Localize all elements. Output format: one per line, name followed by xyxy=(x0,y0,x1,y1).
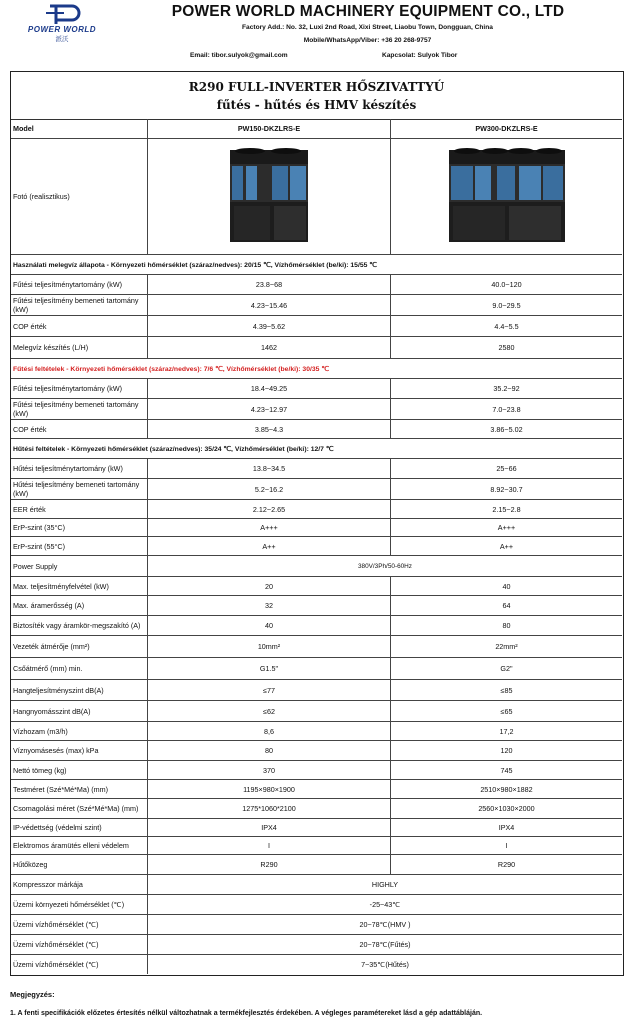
table-row xyxy=(11,819,622,837)
spec-table xyxy=(10,71,624,976)
document-header xyxy=(0,0,634,70)
table-row xyxy=(11,955,622,974)
table-row xyxy=(11,420,622,439)
logo-chinese-text: 派沃 xyxy=(55,36,69,43)
value-b: 22mm² xyxy=(495,642,518,651)
row-label: EER érték xyxy=(11,500,148,518)
table-row xyxy=(11,379,622,399)
value-b: G2" xyxy=(500,664,513,673)
value-b: R290 xyxy=(497,860,516,869)
section-heading: Fűtési feltételek - Környezeti hőmérséklet (száraz/nedves): 7/6 ℃, Vízhőmérséklet (be/ki): 30/35 ℃ xyxy=(13,365,329,373)
row-label: Elektromos áramütés elleni védelem xyxy=(11,837,148,854)
row-label: IP-védettség (védelmi szint) xyxy=(11,819,148,836)
table-row xyxy=(11,722,622,741)
row-label: Víznyomásesés (max) kPa xyxy=(11,741,148,760)
value-a: 370 xyxy=(148,761,391,779)
row-label: Max. teljesítményfelvétel (kW) xyxy=(11,577,148,595)
logo-text: POWER WORLD xyxy=(27,25,97,34)
table-row-model xyxy=(11,119,622,139)
row-label: ErP-szint (35°C) xyxy=(11,519,148,536)
heat-pump-single-image xyxy=(224,146,314,248)
value-b: A++ xyxy=(499,541,514,551)
value-a: 3.85~4.3 xyxy=(148,420,391,438)
value-b: 8.92~30.7 xyxy=(490,484,523,494)
row-label: Power Supply xyxy=(11,556,148,576)
row-label: Biztosíték vagy áramkör-megszakító (A) xyxy=(11,616,148,635)
value-a: 8,6 xyxy=(148,722,391,740)
row-label: Hűtési teljesítmény bemeneti tartomány (kW) xyxy=(11,479,148,499)
value-span: 20~78℃(Fűtés) xyxy=(359,940,411,949)
table-row xyxy=(11,915,622,935)
row-label: Vezeték átmérője (mm²) xyxy=(11,636,148,657)
row-label: Hangteljesítményszint dB(A) xyxy=(11,680,148,700)
table-row xyxy=(11,895,622,915)
value-a: 4.23~15.46 xyxy=(148,295,391,315)
value-a: 13.8~34.5 xyxy=(148,459,391,478)
value-a: G1.5" xyxy=(148,658,391,679)
value-b: 3.86~5.02 xyxy=(490,424,523,434)
photo-cell-b xyxy=(391,139,622,254)
section-row-cooling xyxy=(11,439,622,459)
value-b: 80 xyxy=(502,621,511,630)
section-heading: Hűtési feltételek - Környezeti hőmérséklet (száraz/nedves): 35/24 ℃, Vízhőmérséklet (be/ki): 12/7 ℃ xyxy=(13,445,334,453)
value-span: 7~35℃(Hűtés) xyxy=(361,960,409,969)
value-b: 9.0~29.5 xyxy=(492,300,521,310)
value-span: 380V/3Ph/50-60Hz xyxy=(357,562,412,570)
value-a: ≤77 xyxy=(148,680,391,700)
row-label: Kompresszor márkája xyxy=(11,875,148,894)
value-a: 1195×980×1900 xyxy=(148,780,391,798)
row-label: Üzemi vízhőmérséklet (℃) xyxy=(11,955,148,974)
value-a: 10mm² xyxy=(148,636,391,657)
table-row xyxy=(11,275,622,295)
company-logo xyxy=(18,3,106,41)
table-row xyxy=(11,316,622,337)
value-b: 120 xyxy=(500,746,513,755)
value-b: 2560×1030×2000 xyxy=(478,804,535,813)
table-row xyxy=(11,658,622,680)
table-row xyxy=(11,295,622,316)
value-a: 2.12~2.65 xyxy=(148,500,391,518)
notes-heading: Megjegyzés: xyxy=(10,990,55,999)
table-row xyxy=(11,761,622,780)
value-a: 4.23~12.97 xyxy=(148,399,391,419)
value-a: 20 xyxy=(148,577,391,595)
table-row-photo xyxy=(11,139,622,255)
table-row xyxy=(11,337,622,359)
row-label: Üzemi környezeti hőmérséklet (℃) xyxy=(11,895,148,914)
value-b: 17,2 xyxy=(499,726,514,736)
table-row xyxy=(11,837,622,855)
value-a: A++ xyxy=(148,537,391,555)
table-row xyxy=(11,780,622,799)
table-row xyxy=(11,537,622,556)
table-row xyxy=(11,855,622,875)
value-a: 23.8~68 xyxy=(148,275,391,294)
value-a: 1462 xyxy=(148,337,391,358)
table-row xyxy=(11,596,622,616)
value-a: 4.39~5.62 xyxy=(148,316,391,336)
spec-title: R290 FULL-INVERTER HŐSZIVATTYÚ xyxy=(188,80,445,94)
value-b: 40.0~120 xyxy=(491,280,522,289)
table-row xyxy=(11,399,622,420)
section-heading: Használati melegvíz állapota - Környezeti hőmérséklet (száraz/nedves): 20/15 ℃, Vízhőmérséklet (be/ki): 15/55 ℃ xyxy=(13,261,377,269)
table-row xyxy=(11,935,622,955)
row-label: Hangnyomásszint dB(A) xyxy=(11,701,148,721)
value-span: HIGHLY xyxy=(371,880,399,889)
value-b: 25~66 xyxy=(496,464,517,473)
contact-person: Kapcsolat: Sulyok Tibor xyxy=(382,52,458,59)
value-b: ≤85 xyxy=(500,685,513,695)
value-a: 32 xyxy=(148,596,391,615)
row-label: Nettó tömeg (kg) xyxy=(11,761,148,779)
row-label: Model xyxy=(11,119,148,138)
value-a: ≤62 xyxy=(148,701,391,721)
table-row xyxy=(11,459,622,479)
notes-item: 1. A fenti specifikációk előzetes értesítés nélkül változhatnak a termékfejlesztés érdekében. A végleges paramétereket lásd a gép adattábláján. xyxy=(10,1010,483,1017)
value-a: 18.4~49.25 xyxy=(148,379,391,398)
row-label: Fotó (realisztikus) xyxy=(11,139,148,254)
value-span: 20~78℃(HMV ) xyxy=(359,920,411,929)
value-b: ≤65 xyxy=(500,706,513,716)
row-label: Hűtőközeg xyxy=(11,855,148,874)
table-row xyxy=(11,556,622,577)
model-b: PW300-DKZLRS-E xyxy=(475,124,538,133)
table-row xyxy=(11,636,622,658)
model-a: PW150-DKZLRS-E xyxy=(148,119,391,138)
value-b: 2580 xyxy=(498,343,515,352)
value-b: 2.15~2.8 xyxy=(492,504,521,514)
company-name: POWER WORLD MACHINERY EQUIPMENT CO., LTD xyxy=(171,3,565,20)
table-row xyxy=(11,577,622,596)
row-label: COP érték xyxy=(11,420,148,438)
value-b: 7.0~23.8 xyxy=(492,404,521,414)
table-row xyxy=(11,741,622,761)
value-a: A+++ xyxy=(148,519,391,536)
row-label: Melegvíz készítés (L/H) xyxy=(11,337,148,358)
spec-title-block xyxy=(11,72,622,120)
table-row xyxy=(11,479,622,500)
row-label: COP érték xyxy=(11,316,148,336)
row-label: Fűtési teljesítmény bemeneti tartomány (kW) xyxy=(11,295,148,315)
value-a: 80 xyxy=(148,741,391,760)
factory-address: Factory Add.: No. 32, Luxi 2nd Road, Xixi Street, Liaobu Town, Dongguan, China xyxy=(242,24,493,31)
row-label: Üzemi vízhőmérséklet (℃) xyxy=(11,915,148,934)
value-b: 2510×980×1882 xyxy=(480,784,533,794)
spec-subtitle: fűtés - hűtés és HMV készítés xyxy=(216,98,417,112)
mobile-contact: Mobile/WhatsApp/Viber: +36 20 268-9757 xyxy=(303,37,432,44)
row-label: Csőátmérő (mm) min. xyxy=(11,658,148,679)
row-label: Fűtési teljesítmény bemeneti tartomány (kW) xyxy=(11,399,148,419)
value-a: 1275*1060*2100 xyxy=(148,799,391,818)
value-span: -25~43℃ xyxy=(369,900,401,909)
table-row xyxy=(11,500,622,519)
value-a: 5.2~16.2 xyxy=(148,479,391,499)
section-row-hmv xyxy=(11,255,622,275)
table-row xyxy=(11,875,622,895)
value-a: R290 xyxy=(148,855,391,874)
value-b: 745 xyxy=(500,765,513,775)
section-row-heating xyxy=(11,359,622,379)
row-label: Vízhozam (m3/h) xyxy=(11,722,148,740)
value-b: IPX4 xyxy=(498,823,515,832)
row-label: ErP-szint (55°C) xyxy=(11,537,148,555)
heat-pump-double-image xyxy=(445,146,569,248)
table-row xyxy=(11,680,622,701)
row-label: Fűtési teljesítménytartomány (kW) xyxy=(11,275,148,294)
row-label: Max. áramerősség (A) xyxy=(11,596,148,615)
value-b: 35.2~92 xyxy=(493,384,520,393)
row-label: Fűtési teljesítménytartomány (kW) xyxy=(11,379,148,398)
row-label: Hűtési teljesítménytartomány (kW) xyxy=(11,459,148,478)
value-b: I xyxy=(505,841,508,850)
value-b: 64 xyxy=(502,601,511,610)
row-label: Üzemi vízhőmérséklet (℃) xyxy=(11,935,148,954)
value-a: I xyxy=(148,837,391,854)
email-contact: Email: tibor.sulyok@gmail.com xyxy=(190,52,288,59)
table-row xyxy=(11,701,622,722)
row-label: Testméret (Szé*Mé*Ma) (mm) xyxy=(11,780,148,798)
row-label: Csomagolási méret (Szé*Mé*Ma) (mm) xyxy=(11,799,148,818)
value-a: IPX4 xyxy=(148,819,391,836)
table-row xyxy=(11,799,622,819)
value-b: A+++ xyxy=(497,523,516,532)
value-a: 40 xyxy=(148,616,391,635)
logo-mark-icon xyxy=(18,3,106,27)
photo-cell-a xyxy=(148,139,391,254)
table-row xyxy=(11,519,622,537)
table-row xyxy=(11,616,622,636)
value-b: 40 xyxy=(502,581,511,591)
value-b: 4.4~5.5 xyxy=(494,321,519,331)
